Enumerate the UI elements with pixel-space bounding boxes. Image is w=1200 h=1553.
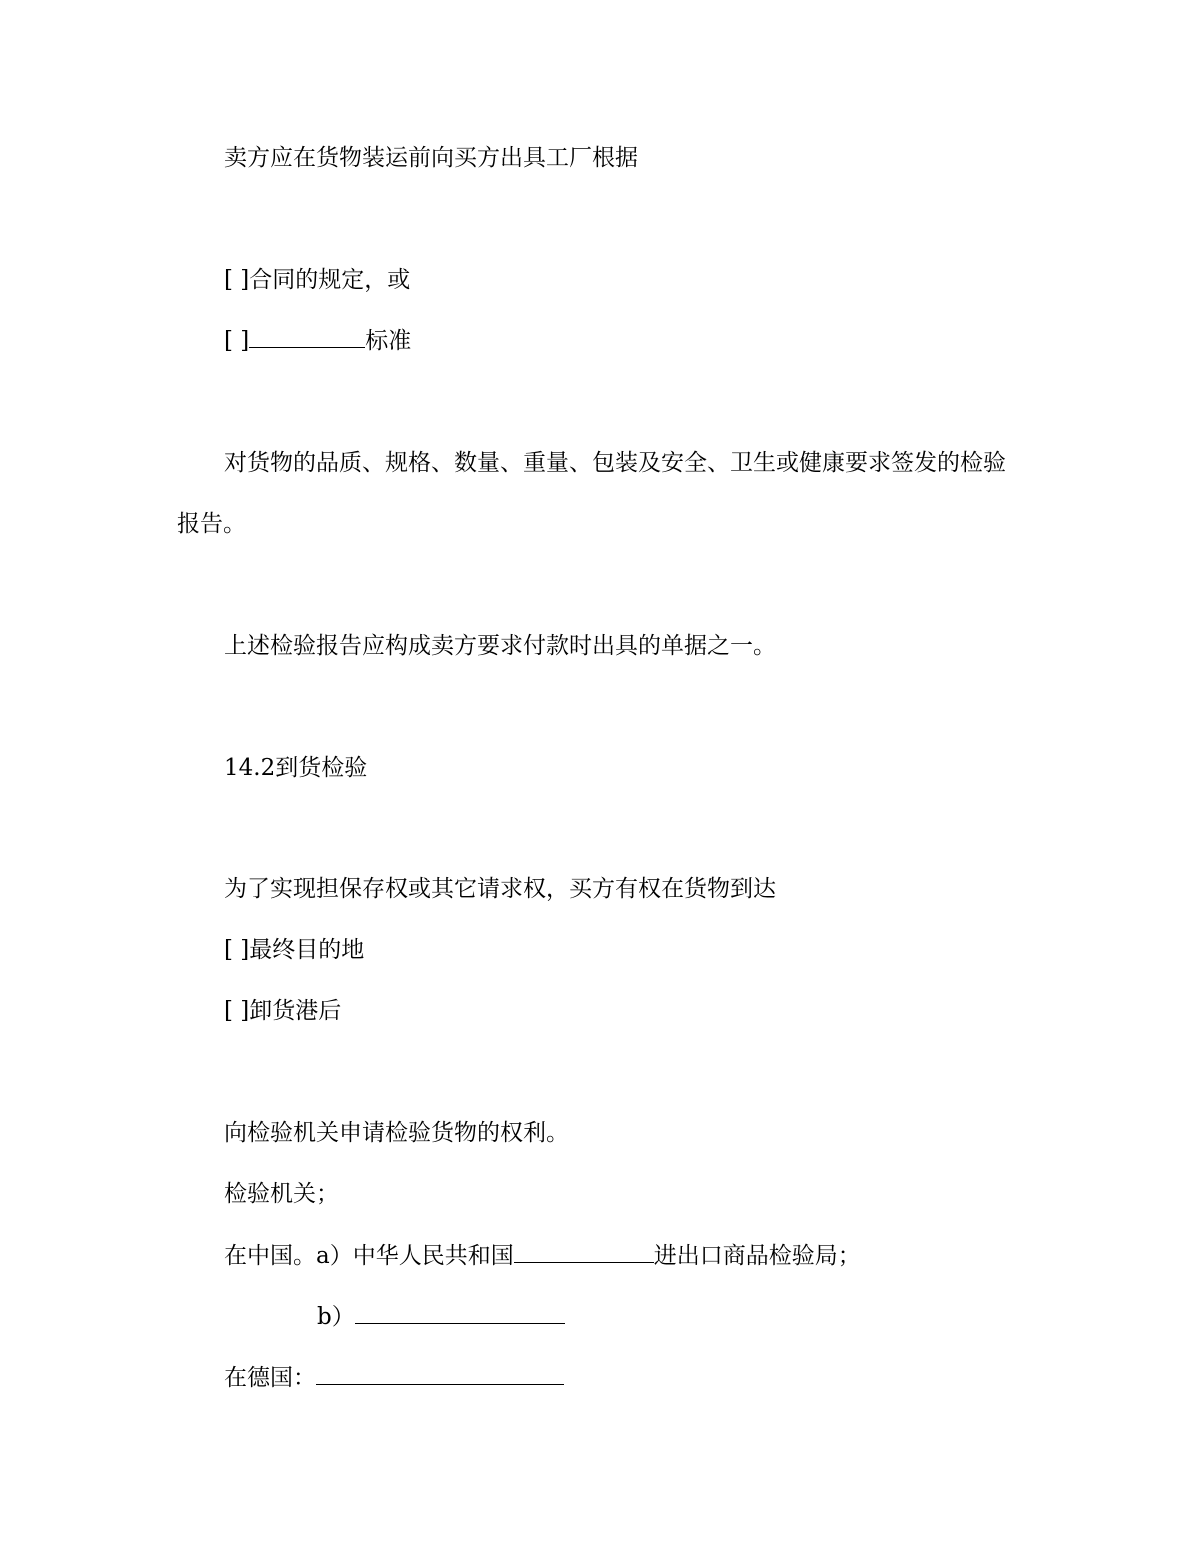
china-authority-line bbox=[224, 1240, 861, 1271]
paragraph-apply-inspection: 向检验机关申请检验货物的权利。 bbox=[224, 1120, 569, 1146]
inspection-authority-label: 检验机关； bbox=[224, 1181, 339, 1207]
china-prefix: 在中国。a）中华人民共和国 bbox=[224, 1243, 514, 1269]
china-suffix: 进出口商品检验局； bbox=[653, 1243, 861, 1269]
option-label: 卸货港后 bbox=[249, 998, 342, 1024]
paragraph-payment-document: 上述检验报告应构成卖方要求付款时出具的单据之一。 bbox=[224, 633, 776, 659]
option-final-destination bbox=[224, 935, 364, 965]
paragraph-report-line2: 报告。 bbox=[177, 511, 246, 537]
option-unloading-port bbox=[224, 996, 341, 1026]
option-label: 最终目的地 bbox=[249, 937, 365, 963]
checkbox-brackets[interactable]: [ ] bbox=[224, 328, 250, 354]
option-contract-terms bbox=[224, 265, 410, 295]
checkbox-brackets[interactable]: [ ] bbox=[224, 937, 250, 963]
paragraph-buyer-rights: 为了实现担保存权或其它请求权，买方有权在货物到达 bbox=[224, 876, 776, 902]
paragraph-factory-inspection: 卖方应在货物装运前向买方出具工厂根据 bbox=[224, 145, 638, 171]
paragraph-report-line1: 对货物的品质、规格、数量、重量、包装及安全、卫生或健康要求签发的检验 bbox=[224, 450, 1006, 476]
section-heading-arrival-inspection: 14.2到货检验 bbox=[224, 755, 368, 781]
option-label: 标准 bbox=[365, 328, 412, 354]
option-label: 合同的规定，或 bbox=[249, 267, 411, 293]
option-b-label: b） bbox=[317, 1304, 355, 1330]
checkbox-brackets[interactable]: [ ] bbox=[224, 267, 250, 293]
standard-blank-field[interactable] bbox=[249, 325, 365, 348]
germany-label: 在德国： bbox=[224, 1365, 316, 1391]
germany-authority-line bbox=[224, 1362, 564, 1393]
china-bureau-blank-field[interactable] bbox=[514, 1240, 654, 1263]
checkbox-brackets[interactable]: [ ] bbox=[224, 998, 250, 1024]
option-standard bbox=[224, 325, 411, 356]
china-option-b-line bbox=[317, 1301, 565, 1332]
germany-blank-field[interactable] bbox=[316, 1362, 564, 1385]
china-b-blank-field[interactable] bbox=[355, 1301, 565, 1324]
